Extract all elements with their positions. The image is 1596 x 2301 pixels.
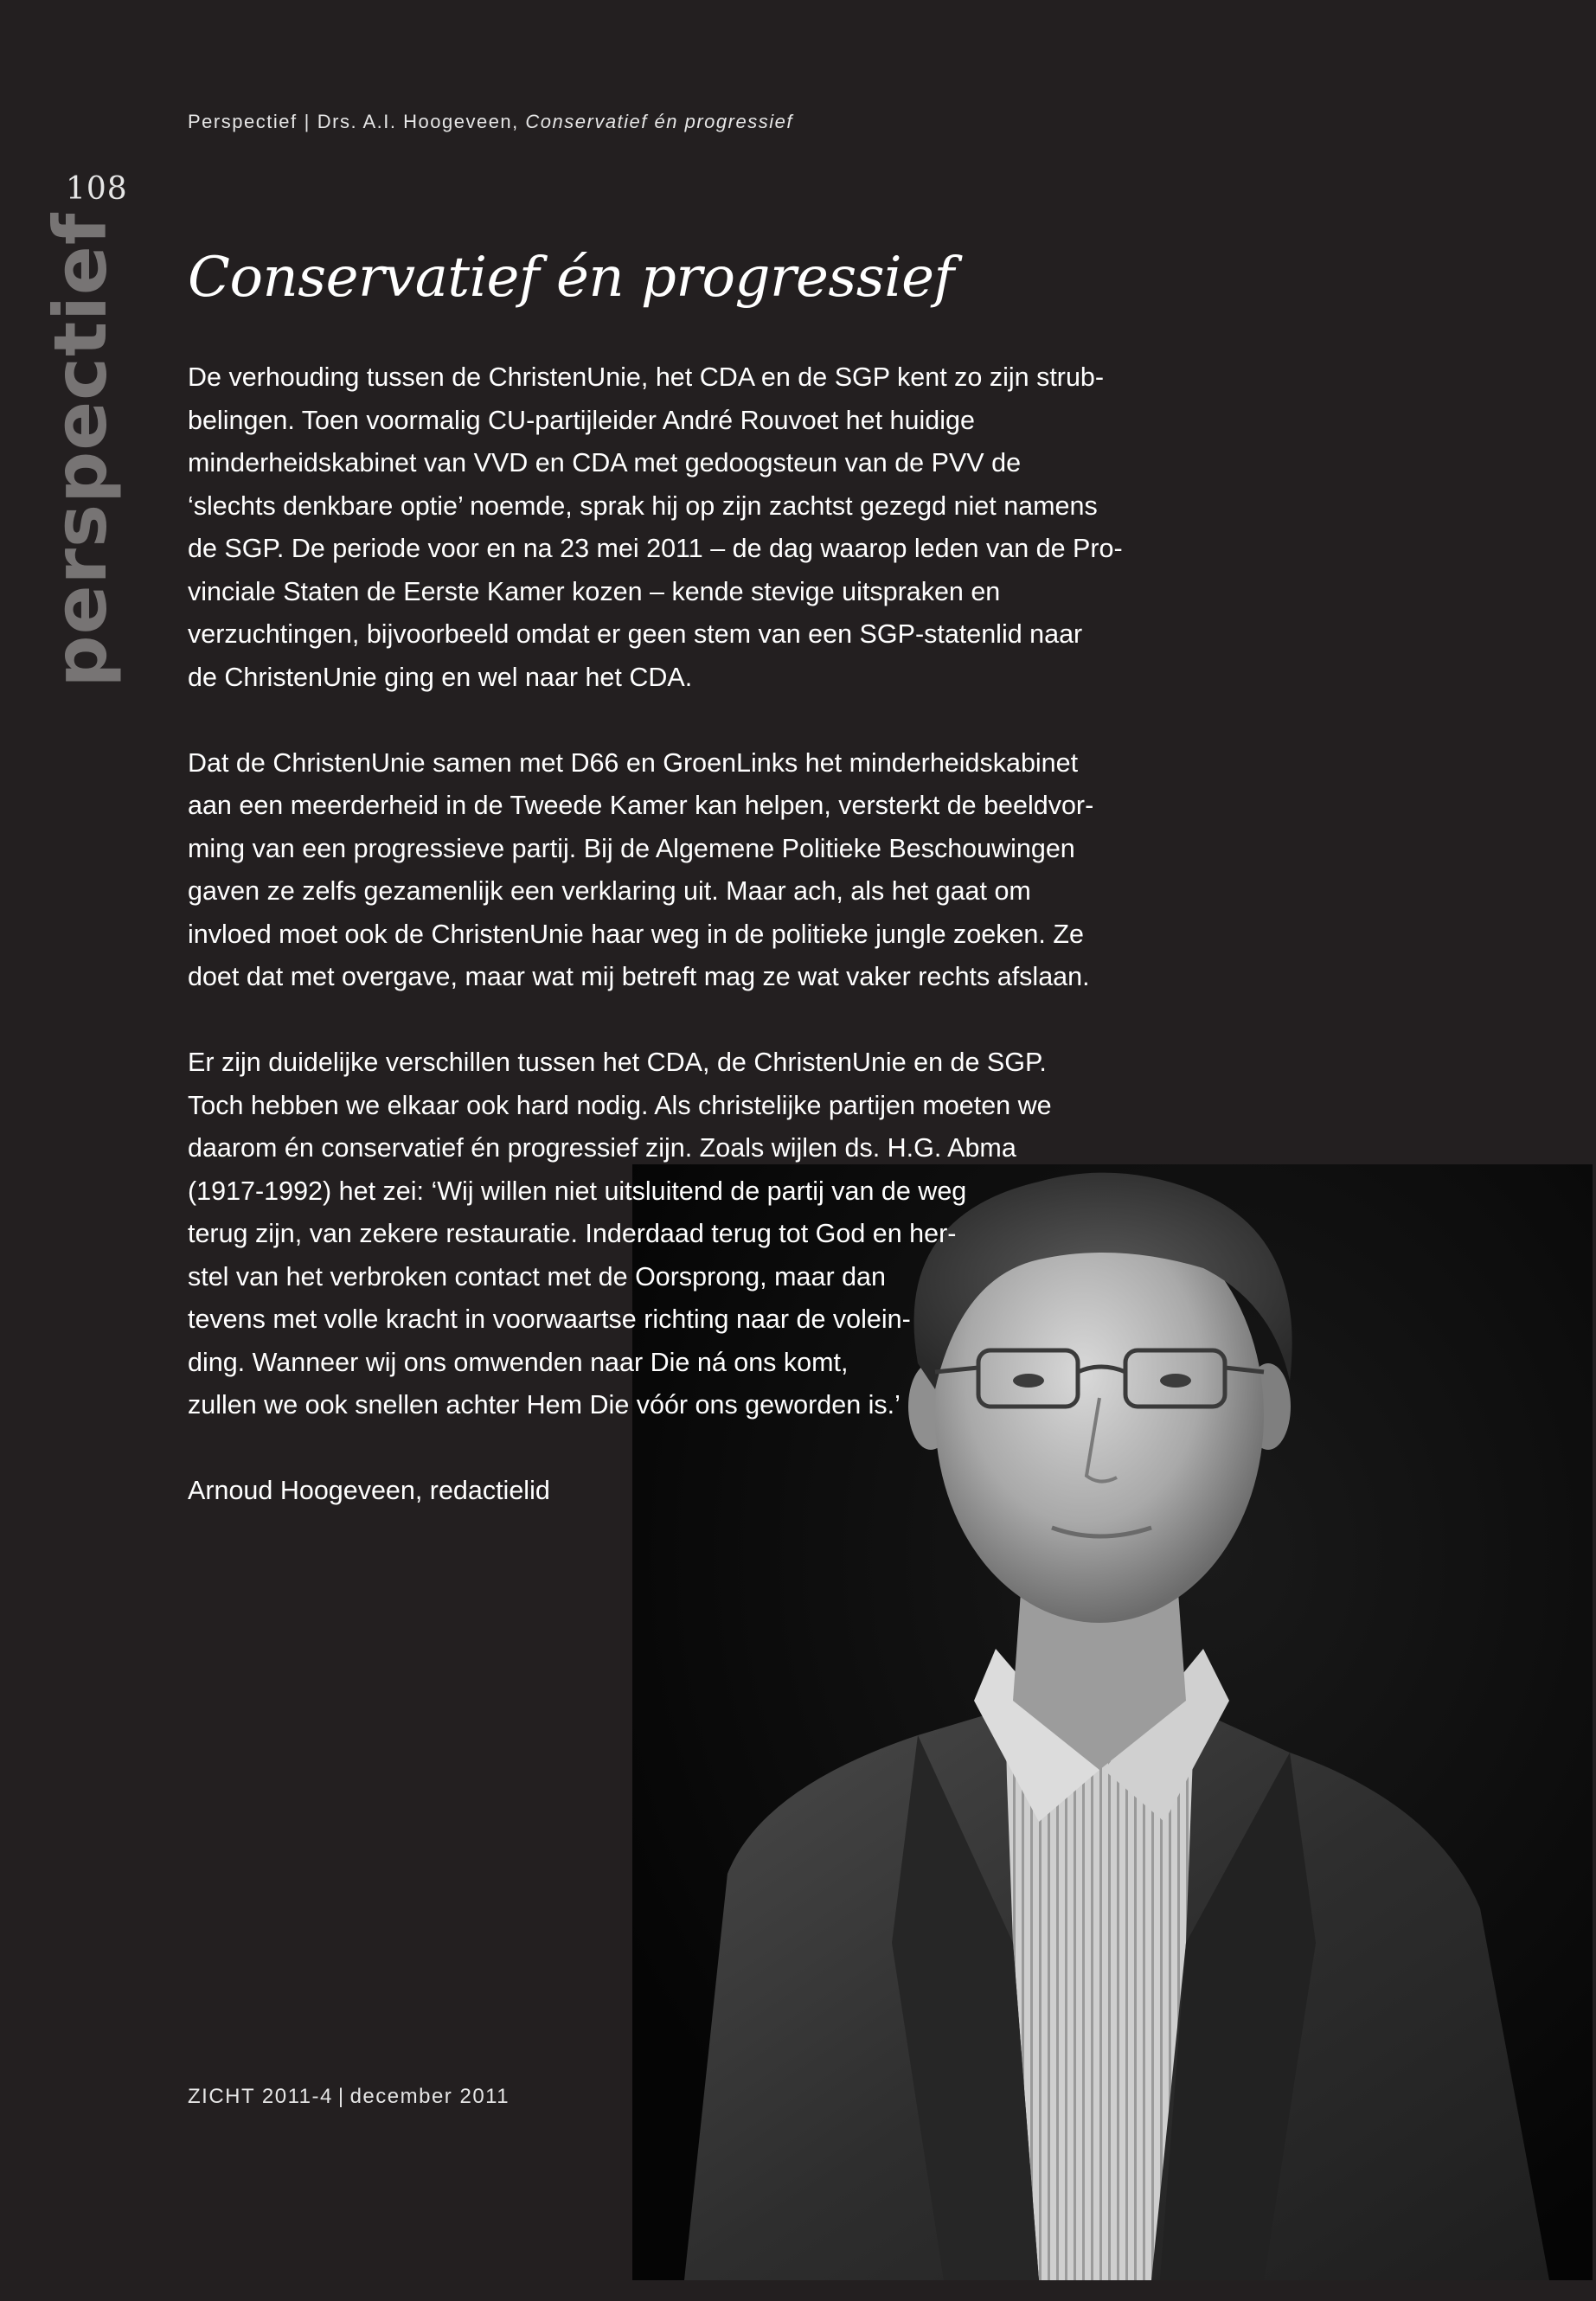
footer-issue: ZICHT 2011-4: [188, 2085, 333, 2108]
text-line: stel van het verbroken contact met de Oorsprong, maar dan: [188, 1261, 886, 1292]
text-line: belingen. Toen voormalig CU-partijleider André Rouvoet het huidige: [188, 405, 975, 435]
page-number: 108: [66, 171, 128, 207]
text-line: tevens met volle kracht in voorwaartse richting naar de volein-: [188, 1304, 911, 1334]
section-label-vertical: [16, 212, 145, 688]
text-line: de ChristenUnie ging en wel naar het CDA.: [188, 662, 693, 692]
paragraph-1: [188, 356, 1191, 699]
article-body: [188, 356, 1191, 1555]
author-signature: Arnoud Hoogeveen, redactielid: [188, 1476, 550, 1505]
header-section: Perspectief: [188, 111, 298, 132]
page-footer: [188, 2085, 510, 2109]
text-line: invloed moet ook de ChristenUnie haar weg in de politieke jungle zoeken. Ze: [188, 919, 1084, 949]
footer-date: december 2011: [349, 2085, 510, 2108]
text-line: (1917-1992) het zei: ‘Wij willen niet uitsluitend de partij van de weg: [188, 1176, 967, 1206]
text-line: de SGP. De periode voor en na 23 mei 2011 – de dag waarop leden van de Pro-: [188, 534, 1123, 563]
text-line: Dat de ChristenUnie samen met D66 en GroenLinks het minderheidskabinet: [188, 747, 1079, 778]
section-label-text: perspectief: [38, 212, 123, 688]
header-article-title: Conservatief én progressief: [525, 111, 793, 132]
text-line: De verhouding tussen de ChristenUnie, het CDA en de SGP kent zo zijn strub-: [188, 362, 1105, 392]
paragraph-3: [188, 1042, 1191, 1427]
text-line: gaven ze zelfs gezamenlijk een verklaring uit. Maar ach, als het gaat om: [188, 876, 1031, 906]
footer-separator: |: [337, 2085, 345, 2108]
text-line: terug zijn, van zekere restauratie. Inderdaad terug tot God en her-: [188, 1219, 957, 1248]
text-line: doet dat met overgave, maar wat mij betreft mag ze wat vaker rechts afslaan.: [188, 962, 1090, 991]
running-header: [188, 111, 793, 133]
text-line: vinciale Staten de Eerste Kamer kozen – kende stevige uitspraken en: [188, 576, 1001, 606]
header-separator: |: [304, 111, 311, 132]
header-author: Drs. A.I. Hoogeveen,: [317, 111, 519, 132]
text-line: daarom én conservatief én progressief zijn. Zoals wijlen ds. H.G. Abma: [188, 1133, 1016, 1163]
article-title: Conservatief én progressief: [188, 246, 954, 310]
text-line: Toch hebben we elkaar ook hard nodig. Als christelijke partijen moeten we: [188, 1090, 1052, 1120]
text-line: verzuchtingen, bijvoorbeeld omdat er geen stem van een SGP-statenlid naar: [188, 619, 1083, 649]
text-line: zullen we ook snellen achter Hem Die vóór ons geworden is.’: [188, 1390, 901, 1420]
text-line: aan een meerderheid in de Tweede Kamer kan helpen, versterkt de beeldvor-: [188, 791, 1094, 820]
paragraph-2: [188, 742, 1191, 999]
text-line: ding. Wanneer wij ons omwenden naar Die ná ons komt,: [188, 1347, 849, 1377]
text-line: ming van een progressieve partij. Bij de Algemene Politieke Beschouwingen: [188, 833, 1075, 863]
text-line: Er zijn duidelijke verschillen tussen het CDA, de ChristenUnie en de SGP.: [188, 1048, 1047, 1077]
text-line: ‘slechts denkbare optie’ noemde, sprak hij op zijn zachtst gezegd niet namens: [188, 490, 1098, 521]
text-line: minderheidskabinet van VVD en CDA met gedoogsteun van de PVV de: [188, 448, 1022, 478]
